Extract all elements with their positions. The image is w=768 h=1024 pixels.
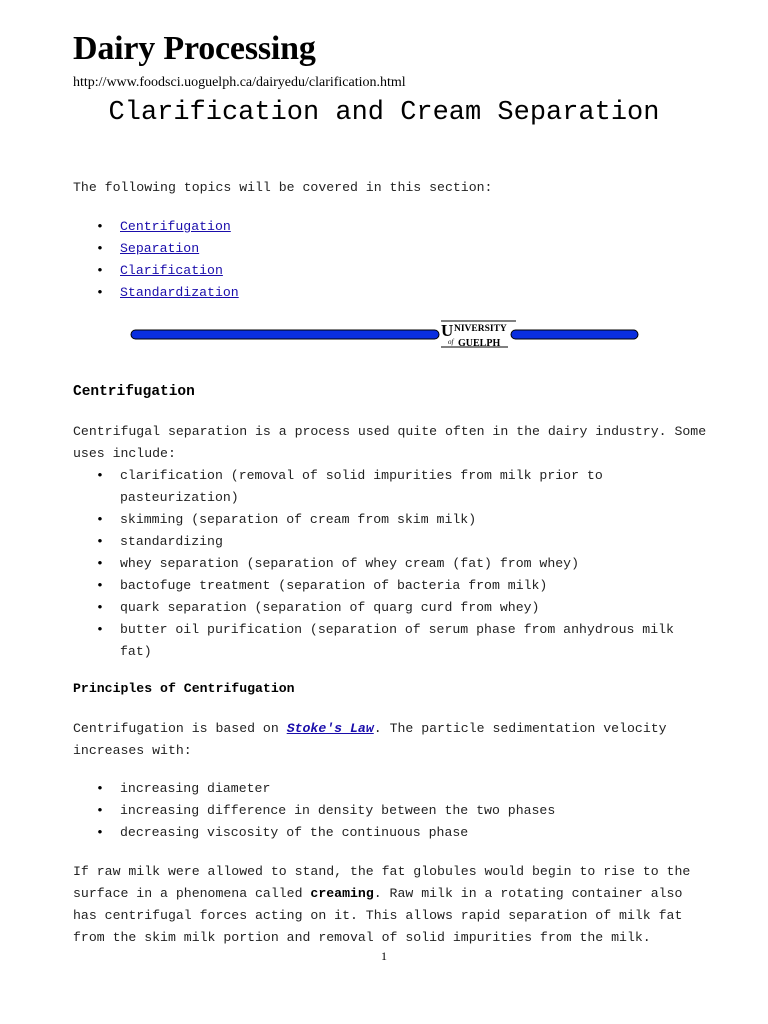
- heading-principles: Principles of Centrifugation: [73, 681, 295, 696]
- creaming-para-line4: from the skim milk portion and removal of solid impurities from the milk.: [73, 930, 651, 945]
- list-item: • whey separation (separation of whey cream (fat) from whey): [73, 553, 674, 575]
- list-item: • increasing diameter: [73, 778, 555, 800]
- list-item: [73, 238, 239, 260]
- list-item: • butter oil purification (separation of serum phase from anhydrous milk fat): [73, 619, 674, 663]
- list-item: • increasing difference in density between the two phases: [73, 800, 555, 822]
- list-item: • skimming (separation of cream from skim milk): [73, 509, 674, 531]
- creaming-para-line3: has centrifugal forces acting on it. This allows rapid separation of milk fat: [73, 908, 683, 923]
- list-item: [73, 216, 239, 238]
- page-title: Dairy Processing: [73, 30, 316, 67]
- principles-para-line2: increases with:: [73, 743, 192, 758]
- centrifugation-para-line1: Centrifugal separation is a process used quite often in the dairy industry. Some: [73, 424, 707, 439]
- creaming-para-line1: If raw milk were allowed to stand, the fat globules would begin to rise to the: [73, 864, 691, 879]
- banner-right-bar: [511, 330, 638, 339]
- topic-list: [73, 216, 239, 304]
- logo-text-university: NIVERSITY: [454, 324, 507, 334]
- topic-link-separation[interactable]: Separation: [120, 241, 200, 256]
- principles-para-line1: Centrifugation is based on Stoke's Law. The particle sedimentation velocity: [73, 721, 667, 736]
- list-item: • clarification (removal of solid impurities from milk prior to pasteurization): [73, 465, 674, 509]
- section-title: Clarification and Cream Separation: [108, 98, 660, 128]
- logo-text-guelph: GUELPH: [458, 338, 501, 348]
- topic-link-clarification[interactable]: Clarification: [120, 263, 223, 278]
- university-banner: [130, 318, 640, 348]
- centrifugation-para-line2: uses include:: [73, 446, 176, 461]
- page-number: 1: [381, 949, 387, 963]
- list-item: • quark separation (separation of quarg curd from whey): [73, 597, 674, 619]
- university-logo: [441, 321, 516, 348]
- factors-list: [73, 778, 555, 844]
- creaming-para-line2: surface in a phenomena called creaming. Raw milk in a rotating container also: [73, 886, 683, 901]
- creaming-term: creaming: [310, 886, 374, 901]
- list-item: [73, 260, 239, 282]
- topic-link-standardization[interactable]: Standardization: [120, 285, 239, 300]
- logo-letter-u: U: [441, 321, 454, 340]
- source-url: http://www.foodsci.uoguelph.ca/dairyedu/clarification.html: [73, 75, 406, 90]
- list-item: • bactofuge treatment (separation of bacteria from milk): [73, 575, 674, 597]
- intro-text: The following topics will be covered in this section:: [73, 180, 493, 195]
- list-item: • decreasing viscosity of the continuous phase: [73, 822, 555, 844]
- stokes-law-link[interactable]: Stoke's Law: [286, 721, 374, 736]
- heading-centrifugation: Centrifugation: [73, 384, 195, 400]
- list-item: • standardizing: [73, 531, 674, 553]
- list-item: [73, 282, 239, 304]
- topic-link-centrifugation[interactable]: Centrifugation: [120, 219, 231, 234]
- logo-text-of: of: [448, 338, 454, 346]
- banner-left-bar: [131, 330, 439, 339]
- uses-list: [73, 465, 674, 663]
